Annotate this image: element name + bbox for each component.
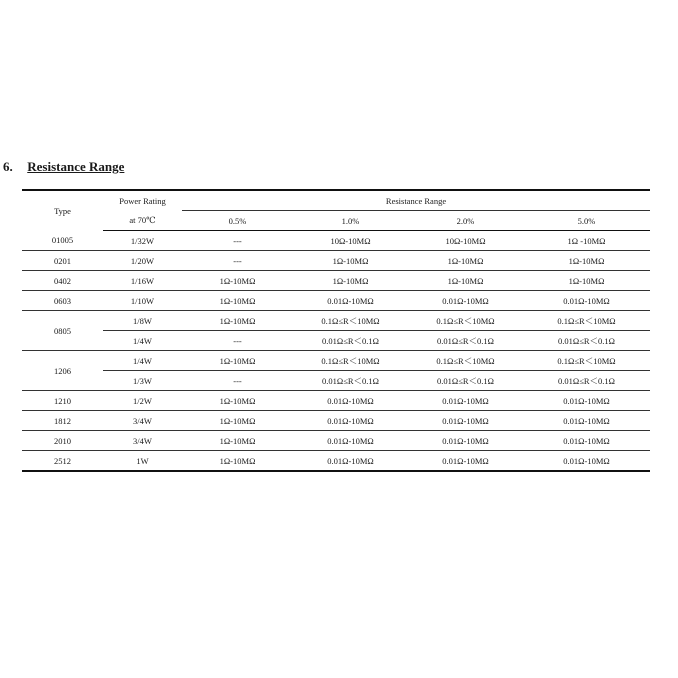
type-column-header: Type <box>22 190 103 231</box>
range-cell: 0.01Ω-10MΩ <box>523 291 650 311</box>
table-row <box>22 351 650 371</box>
range-cell: 1Ω-10MΩ <box>523 271 650 291</box>
range-cell: 1Ω-10MΩ <box>182 451 293 472</box>
power-cell: 1/4W <box>103 331 182 351</box>
table-row <box>22 311 650 331</box>
type-cell: 2010 <box>22 431 103 451</box>
type-cell: 0603 <box>22 291 103 311</box>
range-cell: --- <box>182 251 293 271</box>
power-cell: 1/16W <box>103 271 182 291</box>
power-cell: 1/2W <box>103 391 182 411</box>
range-cell: 1Ω-10MΩ <box>182 391 293 411</box>
range-cell: 0.1Ω≤R＜10MΩ <box>408 311 523 331</box>
type-cell: 1206 <box>22 351 103 391</box>
range-cell: 1Ω-10MΩ <box>523 251 650 271</box>
tolerance-header-2-0: 2.0% <box>408 211 523 231</box>
power-cell: 1/3W <box>103 371 182 391</box>
type-cell: 0402 <box>22 271 103 291</box>
power-cell: 3/4W <box>103 411 182 431</box>
table-body <box>22 231 650 472</box>
type-cell: 0201 <box>22 251 103 271</box>
range-cell: 1Ω -10MΩ <box>523 231 650 251</box>
type-cell: 1210 <box>22 391 103 411</box>
tolerance-header-1-0: 1.0% <box>293 211 408 231</box>
range-cell: 10Ω-10MΩ <box>293 231 408 251</box>
range-cell: 0.01Ω-10MΩ <box>408 451 523 472</box>
range-cell: 0.01Ω-10MΩ <box>293 291 408 311</box>
range-cell: 0.01Ω-10MΩ <box>523 451 650 472</box>
power-cell: 1/10W <box>103 291 182 311</box>
table-row <box>22 251 650 271</box>
table-row <box>22 331 650 351</box>
type-cell: 0805 <box>22 311 103 351</box>
table-row <box>22 451 650 472</box>
power-cell: 1/32W <box>103 231 182 251</box>
resistance-range-table <box>22 189 650 472</box>
range-cell: 1Ω-10MΩ <box>182 431 293 451</box>
range-cell: 0.1Ω≤R＜10MΩ <box>408 351 523 371</box>
range-cell: 1Ω-10MΩ <box>293 271 408 291</box>
range-cell: 0.01Ω-10MΩ <box>523 431 650 451</box>
range-cell: 1Ω-10MΩ <box>408 271 523 291</box>
range-cell: 1Ω-10MΩ <box>182 311 293 331</box>
power-rating-condition-header: at 70℃ <box>103 211 182 231</box>
power-rating-header: Power Rating <box>103 190 182 211</box>
range-cell: 0.01Ω-10MΩ <box>408 391 523 411</box>
table-row <box>22 391 650 411</box>
table-row <box>22 291 650 311</box>
table-row <box>22 371 650 391</box>
range-cell: 0.1Ω≤R＜10MΩ <box>293 311 408 331</box>
range-cell: --- <box>182 331 293 351</box>
table-row <box>22 411 650 431</box>
range-cell: 0.01Ω-10MΩ <box>408 411 523 431</box>
power-cell: 1/8W <box>103 311 182 331</box>
range-cell: 0.01Ω-10MΩ <box>523 391 650 411</box>
range-cell: --- <box>182 231 293 251</box>
range-cell: 1Ω-10MΩ <box>182 271 293 291</box>
power-cell: 1/4W <box>103 351 182 371</box>
range-cell: 0.01Ω-10MΩ <box>293 391 408 411</box>
range-cell: 0.01Ω-10MΩ <box>293 411 408 431</box>
table-row <box>22 231 650 251</box>
range-cell: 1Ω-10MΩ <box>408 251 523 271</box>
range-cell: 0.01Ω≤R＜0.1Ω <box>523 371 650 391</box>
range-cell: --- <box>182 371 293 391</box>
tolerance-header-5-0: 5.0% <box>523 211 650 231</box>
range-cell: 0.01Ω≤R＜0.1Ω <box>523 331 650 351</box>
range-cell: 1Ω-10MΩ <box>182 291 293 311</box>
range-cell: 1Ω-10MΩ <box>293 251 408 271</box>
range-cell: 0.01Ω-10MΩ <box>408 431 523 451</box>
section-title: Resistance Range <box>27 159 125 174</box>
power-cell: 3/4W <box>103 431 182 451</box>
range-cell: 0.01Ω≤R＜0.1Ω <box>408 331 523 351</box>
type-cell: 1812 <box>22 411 103 431</box>
table-header <box>22 190 650 231</box>
section-number: 6. <box>3 159 13 174</box>
section-heading <box>3 159 124 175</box>
range-cell: 0.01Ω≤R＜0.1Ω <box>293 371 408 391</box>
range-cell: 0.1Ω≤R＜10MΩ <box>523 311 650 331</box>
range-cell: 0.01Ω≤R＜0.1Ω <box>408 371 523 391</box>
range-cell: 0.1Ω≤R＜10MΩ <box>523 351 650 371</box>
tolerance-header-0-5: 0.5% <box>182 211 293 231</box>
range-cell: 0.01Ω-10MΩ <box>408 291 523 311</box>
table-row <box>22 271 650 291</box>
range-cell: 10Ω-10MΩ <box>408 231 523 251</box>
type-cell: 01005 <box>22 231 103 251</box>
range-cell: 0.01Ω-10MΩ <box>293 431 408 451</box>
range-cell: 0.01Ω-10MΩ <box>523 411 650 431</box>
range-cell: 1Ω-10MΩ <box>182 351 293 371</box>
type-cell: 2512 <box>22 451 103 472</box>
power-cell: 1W <box>103 451 182 472</box>
power-cell: 1/20W <box>103 251 182 271</box>
range-cell: 1Ω-10MΩ <box>182 411 293 431</box>
table-row <box>22 431 650 451</box>
range-cell: 0.01Ω-10MΩ <box>293 451 408 472</box>
range-cell: 0.01Ω≤R＜0.1Ω <box>293 331 408 351</box>
resistance-range-group-header: Resistance Range <box>182 190 650 211</box>
range-cell: 0.1Ω≤R＜10MΩ <box>293 351 408 371</box>
